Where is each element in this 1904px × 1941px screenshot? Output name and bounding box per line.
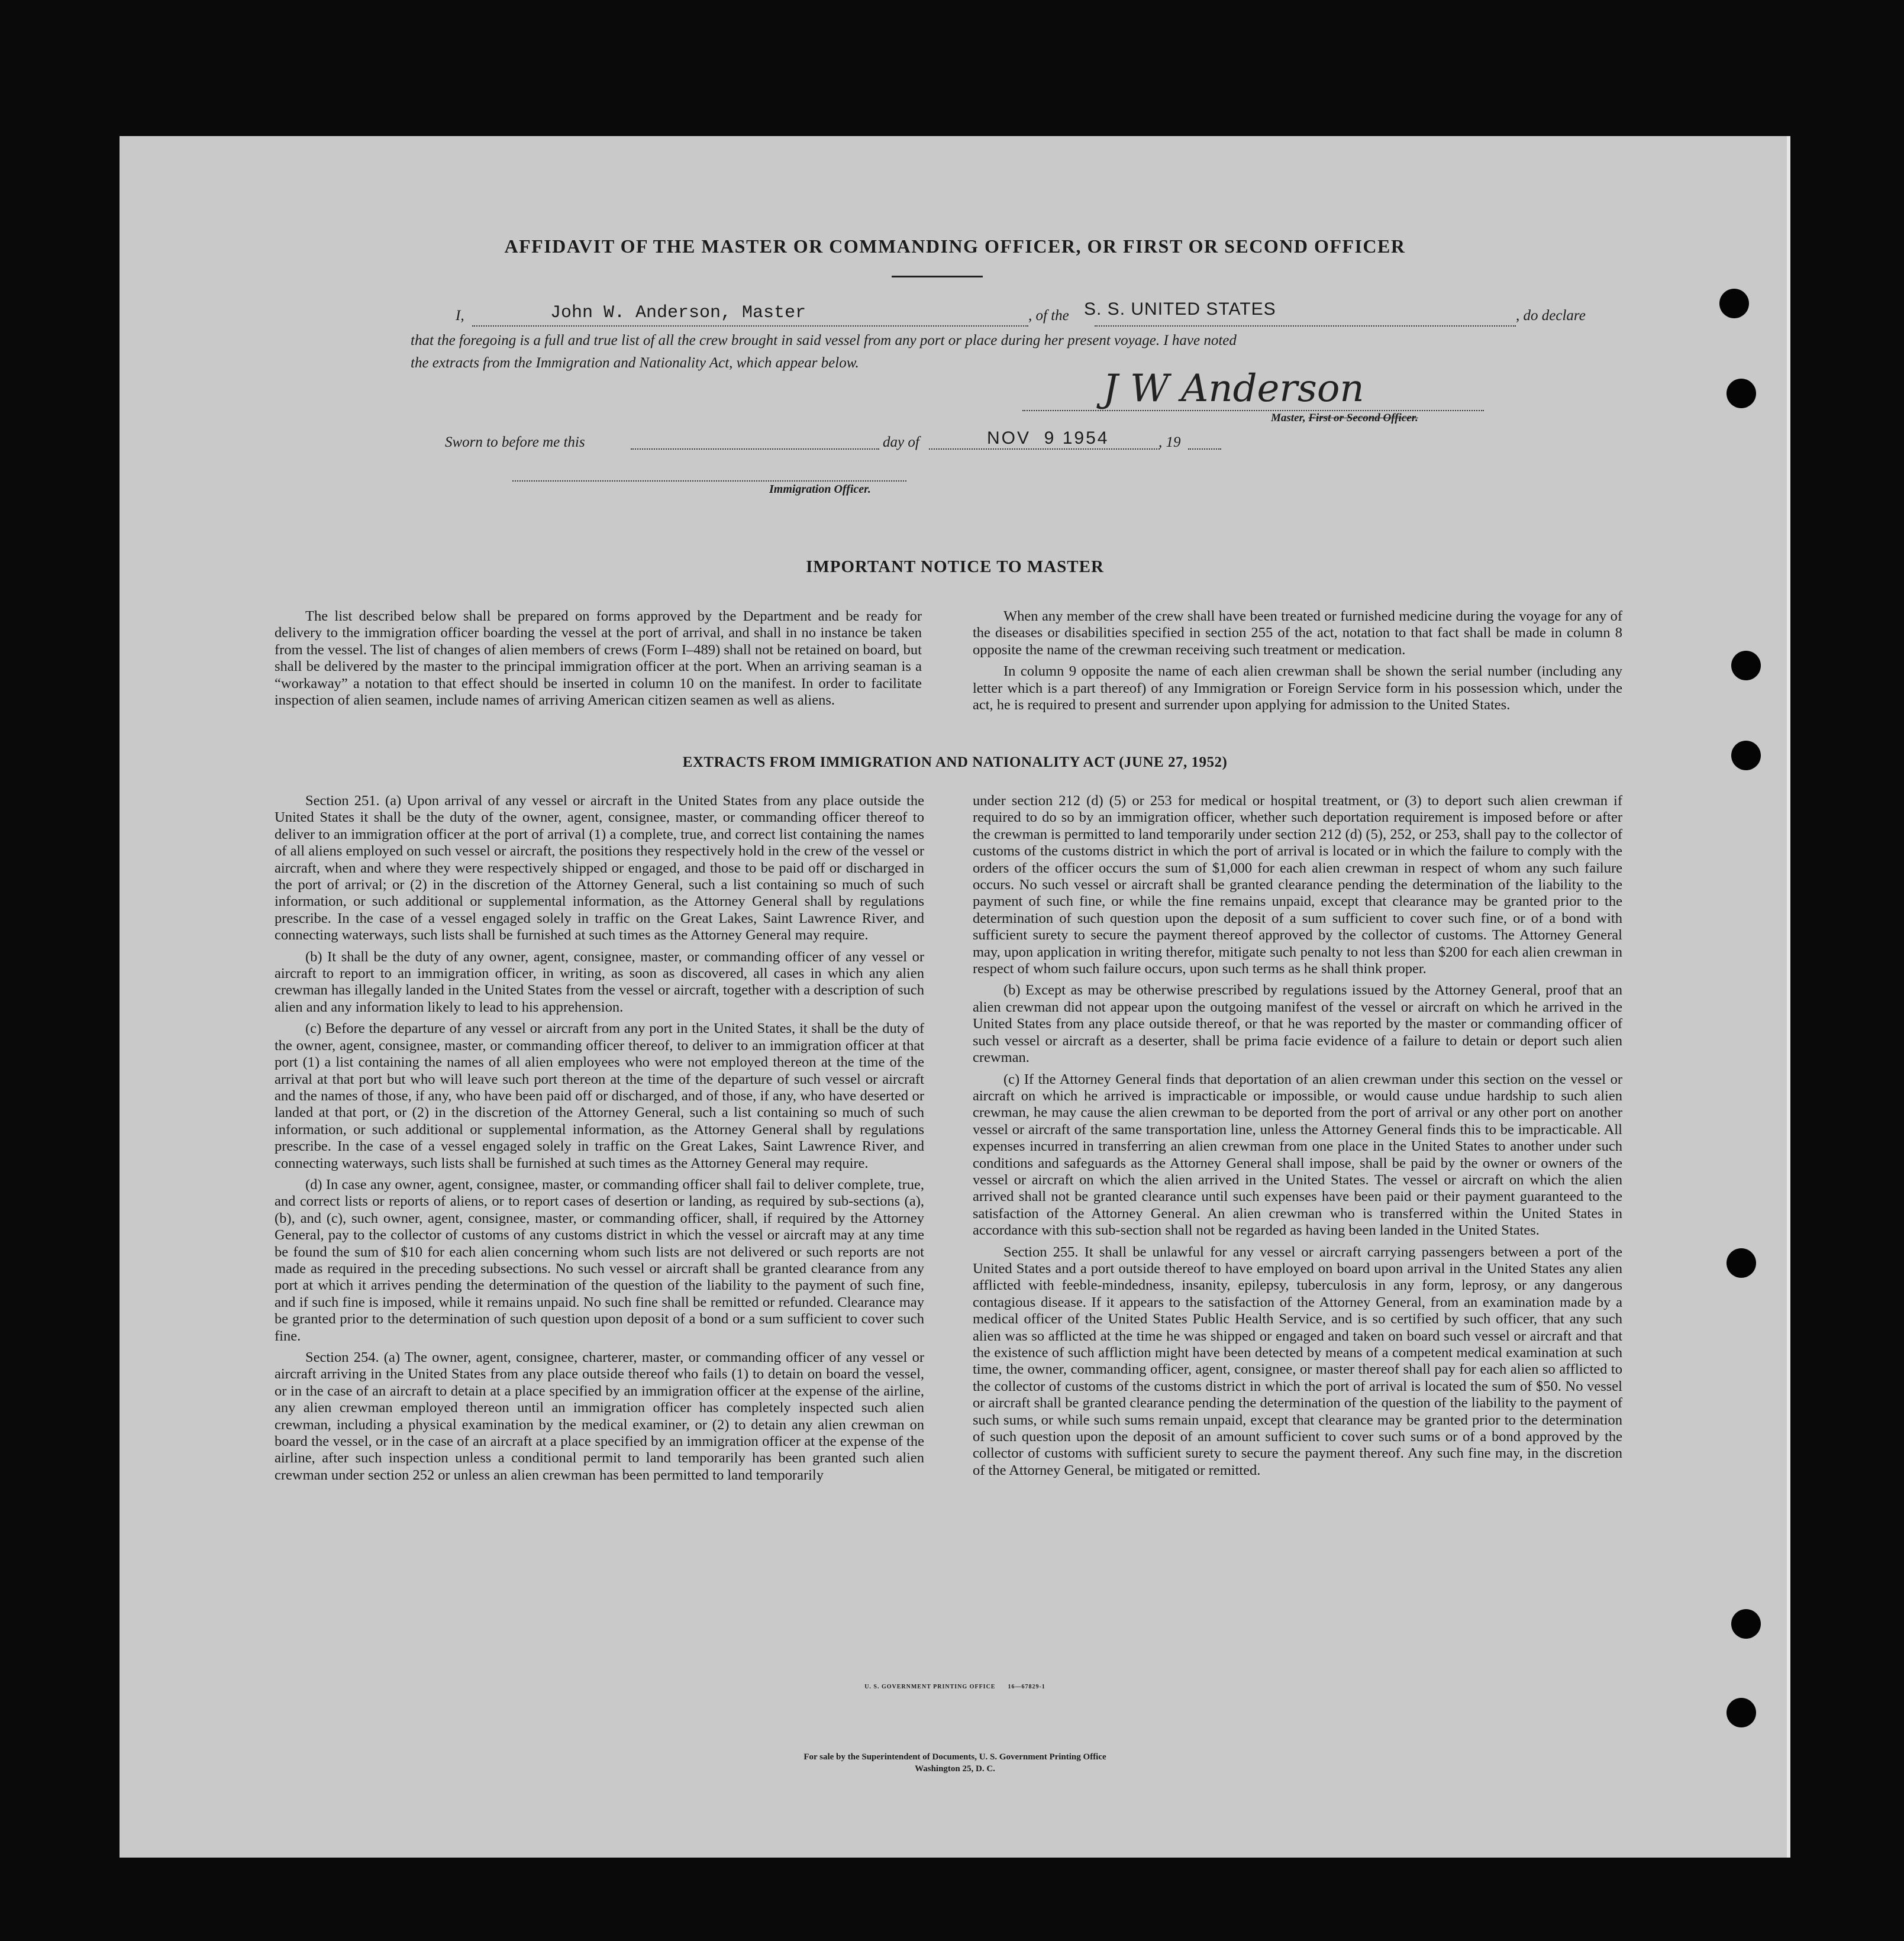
sworn-label: Sworn to before me this (445, 434, 585, 450)
punch-hole (1726, 1248, 1756, 1278)
section-254-a: Section 254. (a) The owner, agent, consignee, charterer, master, or commanding officer of any vessel or aircraft arriving in the United States from any place outside thereof who fails (1) to detain on board the vessel, or in the case of an aircraft to detain at a place specified by an immigration officer at the expense of the airline, any alien crewman employed thereon until an immigration officer has completely inspected such alien crewman, including a physical examination by the medical examiner, or (2) to detain any alien crewman on board the vessel, or in the case of an aircraft at a place specified by an immigration officer at the expense of the airline, after such inspection unless a conditional permit to land temporarily has been granted such alien crewman under section 252 or unless an alien crewman has been permitted to land temporarily (275, 1349, 924, 1483)
year-prefix: , 19 (1158, 434, 1181, 450)
day-of-label: day of (883, 434, 919, 450)
section-251-b: (b) It shall be the duty of any owner, agent, consignee, master, or commanding officer of any vessel or aircraft to report to an immigration officer, in writing, as soon as discovered, all cases in which any alien crewman has illegally landed in the United States from the vessel or aircraft, together with a description of such alien and any information likely to lead to his apprehension. (275, 948, 924, 1015)
section-255: Section 255. It shall be unlawful for any vessel or aircraft carrying passengers between a port of the United States and a port outside thereof to have employed on board upon arrival in the United States any alien afflicted with feeble-mindedness, insanity, epilepsy, tuberculosis in any form, leprosy, or any dangerous contagious disease. If it appears to the satisfaction of the Attorney General, from an examination made by a medical officer of the United States Public Health Service, and is so certified by such officer, that any such alien was so afflicted at the time he was shipped or engaged and taken on board such vessel or aircraft and that the existence of such affliction might have been detected by means of a competent medical examination at such time, the owner, commanding officer, agent, consignee, or master thereof shall pay for each alien so afflicted to the collector of customs of the customs district in which the port of arrival is located the sum of $50. No vessel or aircraft shall be granted clearance pending the determination of the question of the liability to the payment of such sums, or while such sums remain unpaid, except that clearance may be granted prior to the determination of such question upon the deposit of an amount sufficient to cover such sums or of a bond approved by the collector of customs with sufficient surety to secure the payment thereof. Any such fine may, in the discretion of the Attorney General, be mitigated or remitted. (973, 1244, 1622, 1478)
vessel-name: S. S. UNITED STATES (1084, 299, 1276, 319)
date-stamp: NOV 9 1954 (987, 428, 1109, 448)
master-name: John W. Anderson, Master (550, 303, 806, 323)
sworn-month-line (929, 448, 1160, 450)
section-254-a-continued: under section 212 (d) (5) or 253 for medical or hospital treatment, or (3) to deport such alien crewman if required to do so by an immigration officer, whether such deportation requirement is imposed before or after the crewman is permitted to land temporarily under section 212 (d) (5), 252, or 253, shall pay to the collector of customs of the customs district in which the port of arrival is located or in which the failure to comply with the orders of the officer occurs the sum of $1,000 for each alien crewman in respect of whom any such failure occurs. No such vessel or aircraft shall be granted clearance pending the determination of the liability to the payment of such fine, or while the fine remains unpaid, except that clearance may be granted prior to the determination of such question upon the deposit of a sum sufficient to cover such fine, or of a bond with sufficient surety to secure the payment thereof approved by the collector of customs. The Attorney General may, upon application in writing therefor, mitigate such penalty to not less than $200 for each alien crewman in respect of whom such failure occurs, upon such terms as he shall think proper. (973, 793, 1622, 977)
name-line (472, 325, 1028, 327)
officer-line (512, 480, 906, 482)
sworn-day-line (631, 448, 879, 450)
sale-notice (120, 1751, 1790, 1775)
punch-hole (1726, 379, 1756, 408)
signer-role (1271, 412, 1418, 425)
punch-hole (1719, 289, 1749, 318)
section-254-c: (c) If the Attorney General finds that deportation of an alien crewman under this section on the vessel or aircraft on which he arrived is impracticable or impossible, or would cause undue hardship to such alien crewman, he may cause the alien crewman to be deported from the port of arrival or any other port on another vessel or aircraft of the same transportation line, unless the Attorney General finds this to be impracticable. All expenses incurred in transferring an alien crewman from one place in the United States to another under such conditions and safeguards as the Attorney General shall impose, shall be paid by the owner or owners of the vessel or aircraft on which the alien arrived in the United States. The vessel or aircraft on which the alien arrived shall not be granted clearance until such expenses have been paid or their payment guaranteed to the satisfaction of the Attorney General. An alien crewman who is transferred within the United States in accordance with this sub-section shall not be regarded as having been landed in the United States. (973, 1071, 1622, 1239)
do-declare-label: , do declare (1516, 308, 1586, 324)
affidavit-line-2: that the foregoing is a full and true list of all the crew brought in said vessel from any port or place during her present voyage. I have noted (411, 332, 1237, 348)
section-254-b: (b) Except as may be otherwise prescribed by regulations issued by the Attorney General, proof that an alien crewman did not appear upon the outgoing manifest of the vessel or aircraft on which he arrived in the United States from any place outside thereof, or that he was reported by the master or commanding officer of such vessel or aircraft as a deserter, shall be prima facie evidence of a failure to detain or deport such alien crewman. (973, 982, 1622, 1066)
immigration-officer-label: Immigration Officer. (769, 483, 871, 496)
year-line (1188, 448, 1221, 450)
punch-hole (1726, 1698, 1756, 1727)
notice-treatment-text: When any member of the crew shall have been treated or furnished medicine during the voyage for any of the diseases or disabilities specified in section 255 of the act, notation to that fact shall be made in column 8 opposite the name of the crewman receiving such treatment or medication. (973, 608, 1622, 658)
notice-heading: IMPORTANT NOTICE TO MASTER (806, 557, 1104, 576)
sale-line-2: Washington 25, D. C. (915, 1764, 995, 1774)
section-251-a: Section 251. (a) Upon arrival of any vessel or aircraft in the United States from any place outside the United States it shall be the duty of the owner, agent, consignee, master, or commanding officer thereof to deliver to an immigration officer at the port of arrival (1) a complete, true, and correct list containing the names of all aliens employed on such vessel or aircraft, the positions they respectively hold in the crew of the vessel or aircraft, when and where they were respectively shipped or engaged, and those to be paid off or discharged in the port of arrival; or (2) in the discretion of the Attorney General, such a list containing so much of such information, or such additional or supplemental information, as the Attorney General shall by regulations prescribe. In the case of a vessel engaged solely in traffic on the Great Lakes, Saint Lawrence River, and connecting waterways, such lists shall be furnished at such times as the Attorney General may require. (275, 793, 924, 944)
printing-office-line: U. S. GOVERNMENT PRINTING OFFICE 16—67829-1 (864, 1684, 1045, 1690)
master-signature: J W Anderson (1103, 367, 1364, 411)
form-page (120, 136, 1790, 1858)
punch-hole (1731, 651, 1761, 680)
extracts-right-column (973, 793, 1622, 1484)
vessel-line (1095, 325, 1516, 327)
extracts-left-column (275, 793, 924, 1488)
punch-hole (1731, 1609, 1761, 1639)
affidavit-title: AFFIDAVIT OF THE MASTER OR COMMANDING OFFICER, OR FIRST OR SECOND OFFICER (504, 235, 1406, 257)
sale-line-1: For sale by the Superintendent of Documents, U. S. Government Printing Office (803, 1752, 1106, 1762)
title-underline (892, 276, 983, 277)
notice-left-text: The list described below shall be prepared on forms approved by the Department and be ready for delivery to the immigration officer boarding the vessel at the port of arrival, and shall in no instance be taken from the vessel. The list of changes of alien members of crews (Form I–489) shall not be retained on board, but shall be delivered by the master to the principal immigration officer at the port. When an arriving seaman is a “workaway” a notation to that effect should be inserted in column 10 on the manifest. In order to facilitate inspection of alien seamen, include names of arriving American citizen seamen as well as aliens. (275, 608, 922, 709)
notice-right-column (973, 608, 1622, 718)
affidavit-line-3: the extracts from the Immigration and Nationality Act, which appear below. (411, 355, 859, 371)
of-the-label: , of the (1028, 308, 1069, 324)
punch-hole (1731, 741, 1761, 770)
master-label: Master, (1271, 412, 1306, 424)
notice-serial-number-text: In column 9 opposite the name of each alien crewman shall be shown the serial number (including any letter which is a part thereof) of any Immigration or Foreign Service form in his possession which, under the act, he is required to present and surrender upon applying for admission to the United States. (973, 663, 1622, 713)
i-label: I, (456, 308, 464, 324)
section-251-d: (d) In case any owner, agent, consignee, master, or commanding officer shall fail to deliver complete, true, and correct lists or reports of aliens, or to report cases of desertion or landing, as required by sub-sections (a), (b), and (c), such owner, agent, consignee, master, or commanding officer, shall, if required by the Attorney General, pay to the collector of customs of any customs district in which the vessel or aircraft may at any time be found the sum of $10 for each alien concerning whom such lists are not delivered or such reports are not made as required in the preceding subsections. No such vessel or aircraft shall be granted clearance from any port at which it arrives pending the determination of the question of the liability to the payment of such fine, and if such fine is imposed, while it remains unpaid. No such fine shall be remitted or refunded. Clearance may be granted prior to the determination of such question upon deposit of a bond or a sum sufficient to cover such fine. (275, 1176, 924, 1344)
extracts-heading: EXTRACTS FROM IMMIGRATION AND NATIONALITY ACT (JUNE 27, 1952) (682, 754, 1228, 770)
struck-officer-label: First or Second Officer. (1308, 412, 1418, 424)
section-251-c: (c) Before the departure of any vessel or aircraft from any port in the United States, it shall be the duty of the owner, agent, consignee, master, or commanding officer thereof, to deliver to an immigration officer at that port (1) a list containing the names of all alien employees who were not employed thereon at the time of the arrival at that port but who will leave such port thereon at the time of the departure of such vessel or aircraft and the names of those, if any, who have been paid off or discharged, and of those, if any, who have deserted or landed at that port, or (2) in the discretion of the Attorney General, such a list containing so much of such information, or such additional or supplemental information, as the Attorney General shall by regulations prescribe. In the case of a vessel engaged solely in traffic on the Great Lakes, Saint Lawrence River, and connecting waterways, such lists shall be furnished at such times as the Attorney General may require. (275, 1020, 924, 1171)
